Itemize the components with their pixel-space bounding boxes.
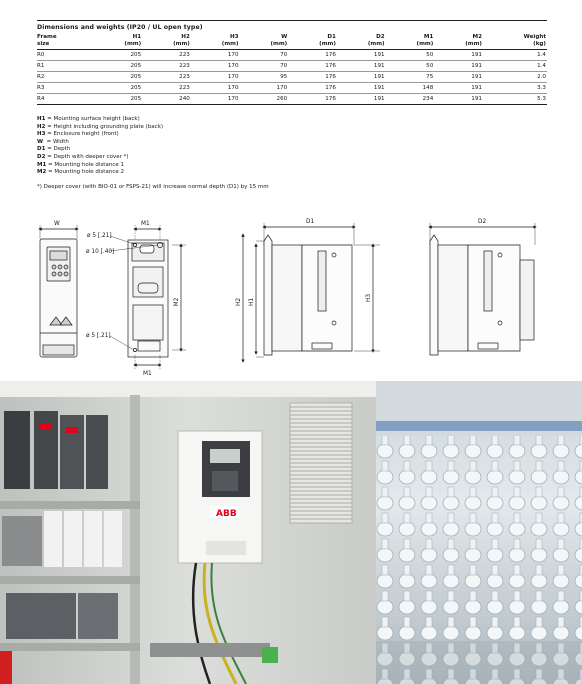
table-row: [37, 72, 547, 83]
cabinet-photo: [0, 381, 376, 684]
dim-label-h1: H1: [249, 297, 255, 307]
dim-label-h2: H2: [236, 297, 242, 307]
document-section: [37, 20, 547, 190]
side-view-deeper-cover-drawing: [430, 223, 535, 355]
dim-label-h3: H3: [366, 293, 372, 303]
table-cell: 191: [471, 73, 482, 80]
table-cell: 191: [471, 84, 482, 91]
hole-label-large: ø 10 [.40]: [86, 249, 115, 255]
table-cell: 70: [280, 51, 288, 58]
footnote: *) Deeper cover (with BIO-01 or FSPS-21) will increase normal depth (D1) by 15 mm: [37, 183, 269, 190]
table-cell: R2: [37, 73, 45, 80]
table-cell: 170: [227, 51, 239, 58]
table-cell: 5.3: [537, 95, 546, 102]
table-cell: 148: [422, 84, 434, 91]
legend-item: D1 = Depth: [37, 146, 71, 153]
dim-label-w: W: [54, 221, 60, 227]
drawings-svg: [0, 205, 582, 380]
table-cell: 223: [179, 84, 190, 91]
col-header-m1: M1 (mm): [416, 34, 434, 47]
table-cell: 3.3: [537, 84, 546, 91]
col-header-m2: M2 (mm): [465, 34, 482, 47]
table-cell: 191: [471, 51, 482, 58]
hole-label-small-top: ø 5 [.21]: [87, 233, 112, 239]
photo-strip: [0, 381, 582, 684]
table-cell: 176: [325, 95, 336, 102]
table-cell: 191: [373, 84, 385, 91]
table-title: Dimensions and weights (IP20 / UL open type): [37, 24, 203, 31]
back-view-drawing: [110, 225, 186, 370]
abb-logo: ABB: [216, 509, 237, 519]
legend-item: D2 = Depth with deeper cover *): [37, 153, 129, 160]
table-cell: 170: [227, 62, 239, 69]
table-cell: R0: [37, 51, 45, 58]
table-row: [37, 94, 547, 105]
table-cell: 223: [179, 73, 190, 80]
table-cell: 170: [227, 84, 239, 91]
table-cell: 70: [280, 62, 288, 69]
legend-item: H1 = Mounting surface height (back): [37, 116, 140, 122]
col-header-frame: Frame size: [37, 34, 57, 47]
table-header-row: [37, 34, 547, 50]
table-row: [37, 61, 547, 72]
table-cell: R1: [37, 62, 45, 69]
table-cell: 223: [179, 62, 190, 69]
table-cell: 191: [373, 95, 385, 102]
col-header-d2: D2 (mm): [367, 34, 385, 47]
table-cell: R4: [37, 95, 45, 102]
dimension-drawings: [0, 205, 582, 380]
table-cell: 205: [130, 62, 142, 69]
table-cell: 95: [280, 73, 288, 80]
dim-label-m2: M2: [174, 297, 180, 307]
table-cell: 205: [130, 51, 142, 58]
legend-item: W = Width: [37, 138, 69, 145]
side-view-drawing: [243, 223, 380, 361]
table-cell: 191: [471, 62, 482, 69]
table-cell: 50: [426, 51, 434, 58]
table-cell: 176: [325, 51, 336, 58]
table-cell: 176: [325, 84, 336, 91]
table-cell: 170: [276, 84, 288, 91]
hole-label-small-bottom: ø 5 [.21]: [86, 333, 111, 339]
table-cell: 191: [373, 62, 385, 69]
table-row: [37, 50, 547, 61]
table-cell: 1.4: [537, 51, 546, 58]
table-cell: 50: [426, 62, 434, 69]
col-header-h3: H3 (mm): [221, 34, 239, 47]
dim-label-d1: D1: [306, 219, 315, 225]
legend-item: M1 = Mounting hole distance 1: [37, 161, 124, 168]
col-header-h1: H1 (mm): [124, 34, 142, 47]
dim-label-m1-top: M1: [141, 221, 150, 227]
table-cell: 170: [227, 95, 239, 102]
dimensions-table: [37, 34, 547, 105]
dim-label-m1-bottom: M1: [143, 371, 152, 377]
table-cell: 191: [373, 73, 385, 80]
photo-svg: [0, 381, 582, 684]
table-cell: 75: [426, 73, 434, 80]
table-cell: 223: [179, 51, 190, 58]
dimension-legend: [37, 116, 547, 177]
table-cell: 176: [325, 62, 336, 69]
table-cell: 205: [130, 73, 142, 80]
col-header-d1: D1 (mm): [319, 34, 336, 47]
table-cell: 191: [373, 51, 385, 58]
table-cell: 170: [227, 73, 239, 80]
dim-label-d2: D2: [478, 219, 487, 225]
legend-item: H2 = Height including grounding plate (back): [37, 123, 164, 130]
front-view-drawing: [40, 225, 77, 357]
table-cell: 191: [471, 95, 482, 102]
table-cell: 234: [422, 95, 434, 102]
top-rule: [37, 20, 547, 21]
legend-item: H3 = Enclosure height (front): [37, 131, 119, 138]
table-cell: 205: [130, 84, 142, 91]
col-header-weight: Weight (kg): [523, 34, 546, 47]
table-cell: 176: [325, 73, 336, 80]
table-cell: 2.0: [537, 73, 546, 80]
table-cell: R3: [37, 84, 45, 91]
table-cell: 240: [179, 95, 190, 102]
table-cell: 260: [276, 95, 288, 102]
table-row: [37, 83, 547, 94]
table-cell: 205: [130, 95, 142, 102]
table-cell: 1.4: [537, 62, 546, 69]
col-header-h2: H2 (mm): [173, 34, 190, 47]
col-header-w: W (mm): [270, 34, 288, 47]
legend-item: M2 = Mounting hole distance 2: [37, 169, 124, 176]
bottles-photo: [376, 381, 582, 684]
